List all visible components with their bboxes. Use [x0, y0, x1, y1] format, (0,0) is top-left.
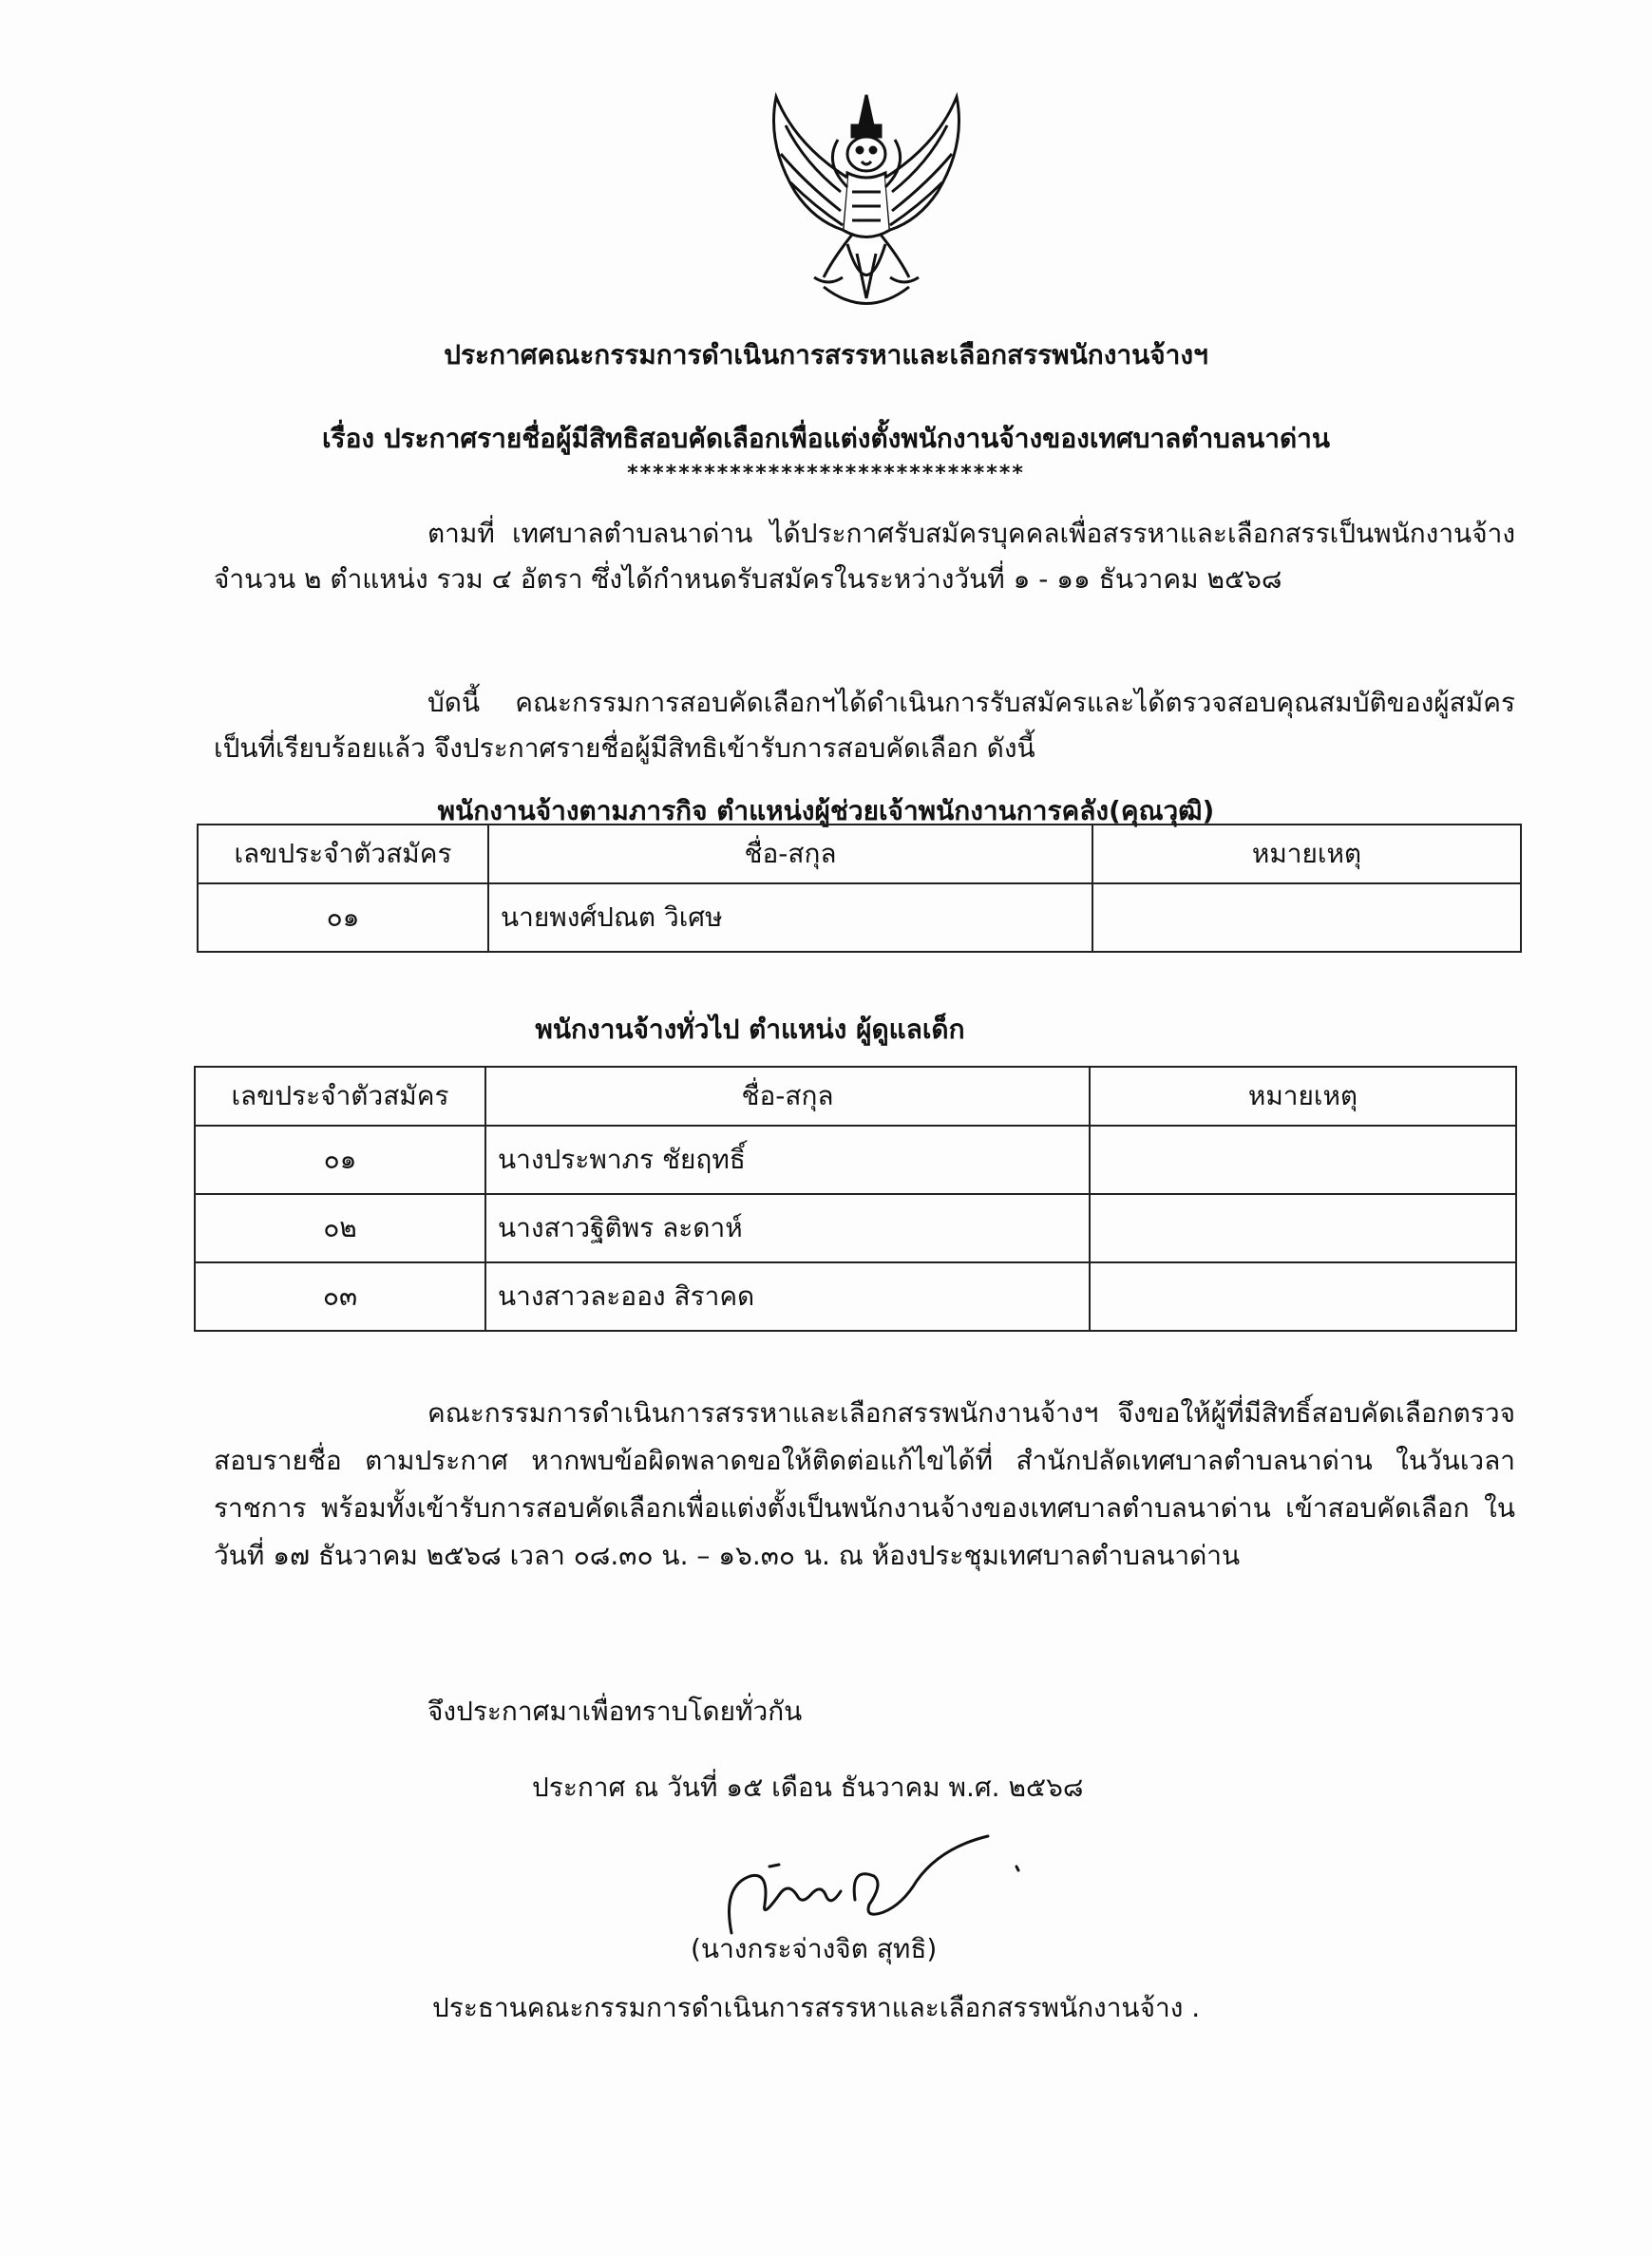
closing-notice: จึงประกาศมาเพื่อทราบโดยทั่วกัน — [427, 1696, 803, 1727]
applicant-id: ๐๑ — [198, 883, 488, 952]
column-header-id: เลขประจำตัวสมัคร — [195, 1067, 485, 1126]
column-header-note: หมายเหตุ — [1092, 825, 1521, 883]
column-header-name: ชื่อ-สกุล — [485, 1067, 1090, 1126]
table-header-row — [195, 1067, 1516, 1126]
section1-heading: พนักงานจ้างตามภารกิจ ตำแหน่งผู้ช่วยเจ้าพนักงานการคลัง(คุณวุฒิ) — [437, 795, 1215, 826]
paragraph-status: บัดนี้ คณะกรรมการสอบคัดเลือกฯได้ดำเนินการรับสมัครและได้ตรวจสอบคุณสมบัติของผู้สมัครเป็นที่เรียบร้อยแล้ว จึงประกาศรายชื่อผู้มีสิทธิเข้ารับการสอบคัดเลือก ดังนี้ — [214, 687, 1515, 764]
announcement-title: ประกาศคณะกรรมการดำเนินการสรรหาและเลือกสรรพนักงานจ้างฯ — [444, 339, 1208, 370]
table-header-row — [198, 825, 1521, 883]
column-header-name: ชื่อ-สกุล — [488, 825, 1092, 883]
separator-stars: ******************************* — [627, 462, 1025, 485]
applicant-id: ๐๒ — [195, 1194, 485, 1262]
section1-table — [197, 824, 1522, 953]
signer-title: ประธานคณะกรรมการดำเนินการสรรหาและเลือกสรรพนักงานจ้าง . — [432, 1992, 1201, 2023]
applicant-name: นางประพาภร ชัยฤทธิ์ — [485, 1126, 1090, 1194]
applicant-name: นายพงศ์ปณต วิเศษ — [488, 883, 1092, 952]
table-row — [195, 1126, 1516, 1194]
applicant-id: ๐๓ — [195, 1262, 485, 1331]
section2-table — [194, 1066, 1517, 1332]
applicant-name: นางสาวละออง สิราคด — [485, 1262, 1090, 1331]
column-header-note: หมายเหตุ — [1090, 1067, 1516, 1126]
column-header-id: เลขประจำตัวสมัคร — [198, 825, 488, 883]
applicant-id: ๐๑ — [195, 1126, 485, 1194]
paragraph-instructions: คณะกรรมการดำเนินการสรรหาและเลือกสรรพนักงานจ้างฯ จึงขอให้ผู้ที่มีสิทธิ์สอบคัดเลือกตรวจสอบรายชื่อ ตามประกาศ หากพบข้อผิดพลาดขอให้ติดต่อแก้ไขได้ที่ สำนักปลัดเทศบาลตำบลนาด่าน ในวันเวลาราชการ พร้อมทั้งเข้ารับการสอบคัดเลือกเพื่อแต่งตั้งเป็นพนักงานจ้างของเทศบาลตำบลนาด่าน เข้าสอบคัดเลือก ในวันที่ ๑๗ ธันวาคม ๒๕๖๘ เวลา ๐๘.๓๐ น. – ๑๖.๓๐ น. ณ ห้องประชุมเทศบาลตำบลนาด่าน — [214, 1397, 1515, 1571]
applicant-note — [1090, 1194, 1516, 1262]
table-row — [195, 1194, 1516, 1262]
table-row — [198, 883, 1521, 952]
paragraph-intro: ตามที่ เทศบาลตำบลนาด่าน ได้ประกาศรับสมัครบุคคลเพื่อสรรหาและเลือกสรรเป็นพนักงานจ้าง จำนวน ๒ ตำแหน่ง รวม ๔ อัตรา ซึ่งได้กำหนดรับสมัครในระหว่างวันที่ ๑ - ๑๑ ธันวาคม ๒๕๖๘ — [214, 518, 1515, 595]
table-row — [195, 1262, 1516, 1331]
garuda-emblem-icon — [757, 87, 976, 315]
signer-name: (นางกระจ่างจิต สุทธิ) — [691, 1933, 938, 1964]
section2-heading: พนักงานจ้างทั่วไป ตำแหน่ง ผู้ดูแลเด็ก — [535, 1014, 965, 1045]
announcement-date: ประกาศ ณ วันที่ ๑๕ เดือน ธันวาคม พ.ศ. ๒๕๖๘ — [532, 1772, 1084, 1803]
applicant-note — [1090, 1126, 1516, 1194]
announcement-subject: เรื่อง ประกาศรายชื่อผู้มีสิทธิสอบคัดเลือกเพื่อแต่งตั้งพนักงานจ้างของเทศบาลตำบลนาด่าน — [321, 423, 1331, 454]
applicant-note — [1092, 883, 1521, 952]
applicant-name: นางสาวฐิติพร ละดาห์ — [485, 1194, 1090, 1262]
applicant-note — [1090, 1262, 1516, 1331]
